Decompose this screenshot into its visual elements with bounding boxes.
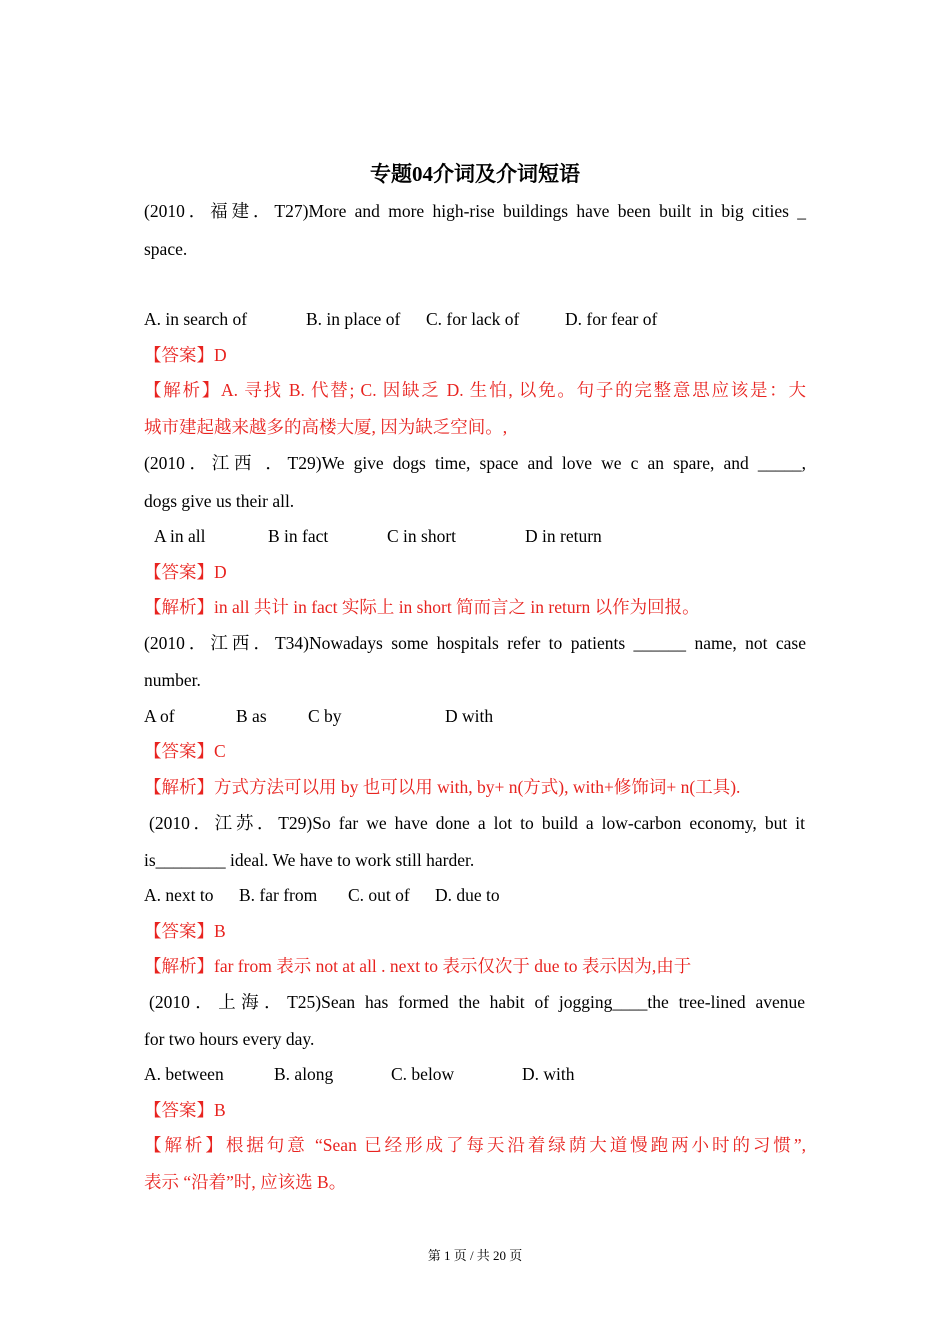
q3-options — [144, 704, 493, 728]
q4-answer: 【答案】B — [144, 921, 226, 941]
q5-options — [144, 1062, 575, 1086]
q4-option-a: A. next to — [144, 885, 214, 905]
q5-stem-line1: (2010．上海．T25)Sean has formed the habit of jogging____the tree-lined avenue — [149, 992, 805, 1012]
q1-analysis-line1: 【解析】A. 寻找 B. 代替; C. 因缺乏 D. 生怕, 以免。句子的完整意思应该是：大 — [144, 380, 806, 400]
q1-option-a: A. in search of — [144, 309, 248, 329]
q3-option-c: C by — [308, 706, 342, 726]
q2-option-c: C in short — [387, 526, 457, 546]
page-title: 专题04介词及介词短语 — [370, 162, 580, 186]
q1-stem-line2: space. — [144, 239, 188, 259]
q5-option-d: D. with — [522, 1064, 575, 1084]
q2-answer: 【答案】D — [144, 562, 227, 582]
q1-answer: 【答案】D — [144, 345, 227, 365]
q3-option-a: A of — [144, 706, 175, 726]
q1-stem-line1: (2010．福建．T27)More and more high-rise buildings have been built in big cities _ — [144, 201, 806, 221]
q2-analysis-line1: 【解析】in all 共计 in fact 实际上 in short 简而言之 in return 以作为回报。 — [144, 597, 700, 617]
q3-option-d: D with — [445, 706, 494, 726]
q1-analysis-line2: 城市建起越来越多的高楼大厦, 因为缺乏空间。, — [144, 417, 508, 437]
q5-option-b: B. along — [274, 1064, 334, 1084]
q3-analysis-line1: 【解析】方式方法可以用 by 也可以用 with, by+ n(方式), with+修饰词+ n(工具). — [144, 777, 741, 797]
q4-stem-line1: (2010．江苏．T29)So far we have done a lot to build a low-carbon economy, but it — [149, 813, 805, 833]
q1-option-d: D. for fear of — [565, 309, 658, 329]
q4-option-c: C. out of — [348, 885, 410, 905]
q4-option-d: D. due to — [435, 885, 500, 905]
q3-stem-line1: (2010．江西．T34)Nowadays some hospitals refer to patients ______ name, not case — [144, 633, 806, 653]
q2-option-a: A in all — [154, 526, 206, 546]
q5-option-c: C. below — [391, 1064, 455, 1084]
q1-options — [144, 307, 657, 331]
q4-stem-line2: is________ ideal. We have to work still harder. — [144, 850, 475, 870]
q4-options — [144, 883, 500, 907]
q1-option-c: C. for lack of — [426, 309, 520, 329]
q2-stem-line1: (2010．江西 ．T29)We give dogs time, space and love we c an spare, and _____, — [144, 453, 806, 473]
q5-stem-line2: for two hours every day. — [144, 1029, 315, 1049]
q5-option-a: A. between — [144, 1064, 224, 1084]
q3-option-b: B as — [236, 706, 267, 726]
q2-option-b: B in fact — [268, 526, 329, 546]
page-footer: 第 1 页 / 共 20 页 — [427, 1248, 523, 1263]
q5-analysis-line1: 【解析】根据句意 “Sean 已经形成了每天沿着绿荫大道慢跑两小时的习惯”, — [144, 1135, 806, 1155]
q5-analysis-line2: 表示 “沿着”时, 应该选 B。 — [144, 1172, 347, 1192]
q5-answer: 【答案】B — [144, 1100, 226, 1120]
q4-analysis-line1: 【解析】far from 表示 not at all . next to 表示仅次于 due to 表示因为,由于 — [144, 956, 692, 976]
q4-option-b: B. far from — [239, 885, 318, 905]
q3-stem-line2: number. — [144, 670, 201, 690]
q2-options — [154, 524, 602, 548]
q1-option-b: B. in place of — [306, 309, 401, 329]
q2-option-d: D in return — [525, 526, 602, 546]
q3-answer: 【答案】C — [144, 741, 226, 761]
q2-stem-line2: dogs give us their all. — [144, 491, 295, 511]
